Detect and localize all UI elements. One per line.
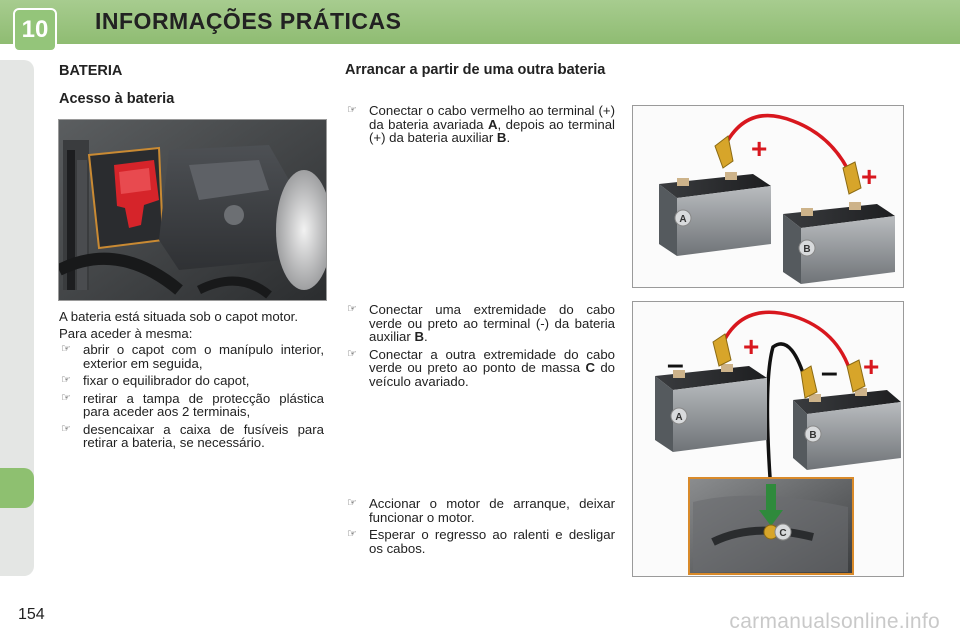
chapter-tab[interactable]: [0, 468, 34, 508]
list-item: ☞ Accionar o motor de arranque, deixar funcionar o motor.: [347, 496, 615, 525]
battery-b: [783, 202, 895, 284]
battery-a: [659, 172, 771, 256]
pointing-hand-icon: ☞: [347, 303, 357, 315]
diagram-ground-cable: [632, 301, 904, 577]
access-steps-list: [59, 343, 324, 454]
diagram-red-cable: [632, 105, 904, 288]
pointing-hand-icon: ☞: [61, 343, 71, 355]
subsection-title: Acesso à bateria: [59, 91, 175, 107]
jump-start-title: Arrancar a partir de uma outra bateria: [345, 62, 606, 78]
battery-b: [793, 388, 901, 470]
pointing-hand-icon: ☞: [61, 374, 71, 386]
list-item: ☞ fixar o equilibrador do capot,: [61, 373, 250, 388]
access-intro-text: Para aceder à mesma:: [59, 326, 193, 341]
page-number: 154: [18, 606, 45, 623]
battery-a-label: A: [675, 412, 683, 423]
plus-sign-b: +: [861, 161, 878, 192]
jump-start-steps-1: [345, 104, 615, 149]
battery-location-text: A bateria está situada sob o capot motor.: [59, 309, 298, 324]
list-item: ☞ desencaixar a caixa de fusíveis para retirar a bateria, se necessário.: [61, 421, 324, 450]
plus-sign-b: +: [863, 351, 880, 382]
jump-start-steps-3: [345, 497, 615, 559]
pointing-hand-icon: ☞: [347, 497, 357, 509]
ground-point-inset: [689, 478, 853, 574]
section-title: BATERIA: [59, 63, 123, 79]
battery-b-label: B: [803, 244, 811, 255]
engine-bay-photo: [58, 119, 327, 301]
jump-start-steps-2: [345, 303, 615, 392]
list-item: ☞ retirar a tampa de protecção plástica para aceder aos 2 terminais,: [61, 390, 324, 419]
plus-sign-a: +: [743, 331, 760, 362]
list-item: ☞ Conectar a outra extremidade do cabo verde ou preto ao ponto de massa C do veículo avariado.: [347, 346, 615, 389]
minus-sign-b: –: [821, 356, 838, 389]
pointing-hand-icon: ☞: [61, 391, 71, 404]
list-item: ☞ Esperar o regresso ao ralenti e desligar os cabos.: [347, 527, 615, 556]
battery-a-label: A: [679, 214, 687, 225]
pointing-hand-icon: ☞: [347, 528, 357, 540]
minus-sign-a: –: [667, 348, 684, 381]
battery-b-label: B: [809, 430, 817, 441]
plus-sign-a: +: [751, 133, 768, 164]
pointing-hand-icon: ☞: [61, 422, 71, 435]
ground-point-label: C: [779, 528, 787, 539]
list-item: ☞ abrir o capot com o manípulo interior, exterior em seguida,: [61, 342, 324, 371]
pointing-hand-icon: ☞: [347, 347, 357, 360]
chapter-badge: 10: [13, 8, 57, 52]
watermark: carmanualsonline.info: [729, 610, 940, 633]
pointing-hand-icon: ☞: [347, 104, 357, 116]
list-item: ☞ Conectar o cabo vermelho ao terminal (+) da bateria avariada A, depois ao terminal (+) da bateria auxiliar B.: [347, 103, 615, 145]
list-item: ☞ Conectar uma extremidade do cabo verde ou preto ao terminal (-) da bateria auxiliar B.: [347, 302, 615, 344]
page-title: INFORMAÇÕES PRÁTICAS: [95, 8, 402, 34]
